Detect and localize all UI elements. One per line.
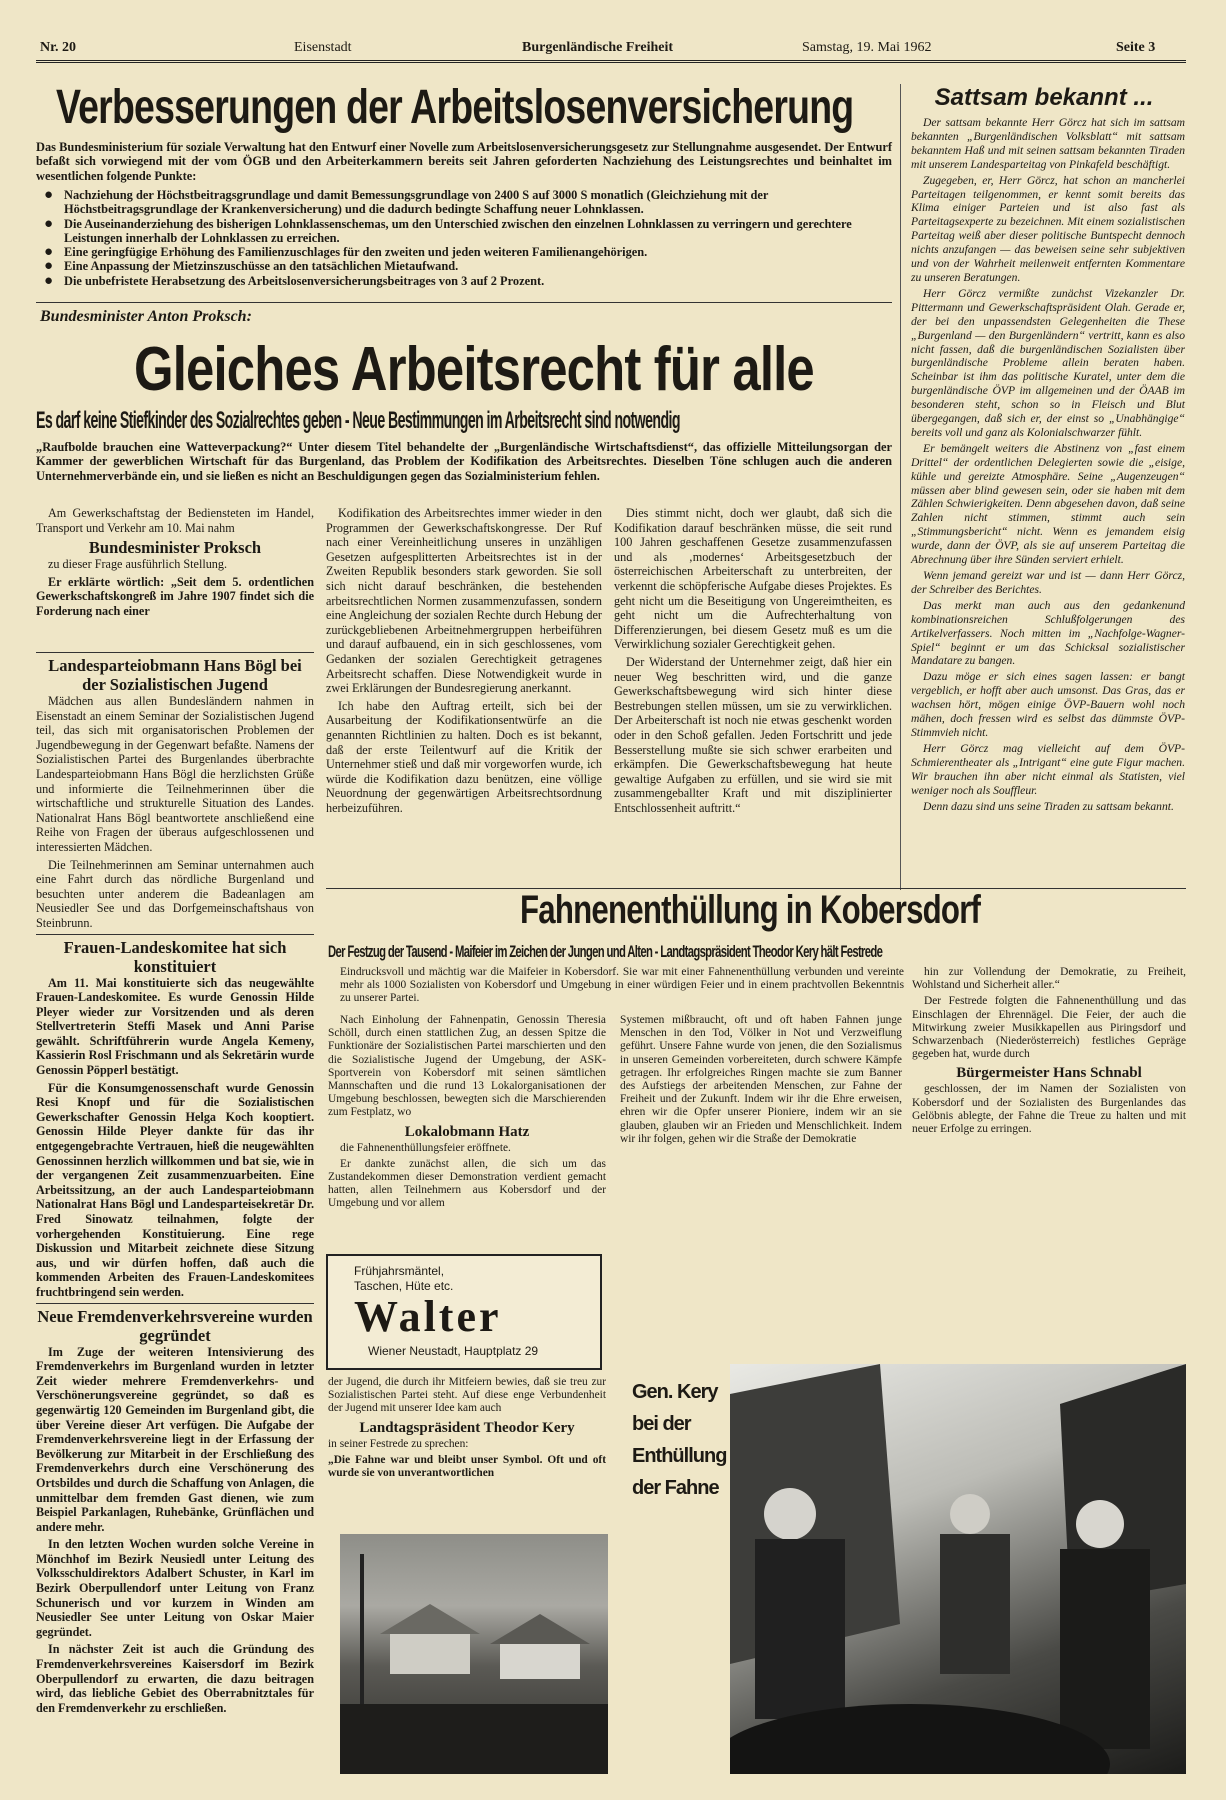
- ad-walter: [326, 1254, 602, 1370]
- article1-intro: Das Bundesministerium für soziale Verwaltung hat den Entwurf einer Novelle zum Arbeitslosenversicherungsgesetz zur Stellungnahme ausgesendet. Der Entwurf befaßt sich vorwiegend mit der vom ÖGB und den Arbeiterkammern bereits seit Jahren geforderten Nachziehung des Leistungsrechtes und beinhaltet im wesentlichen folgende Punkte:: [36, 140, 892, 183]
- subheading: Bürgermeister Hans Schnabl: [956, 1065, 1142, 1082]
- divider: [36, 302, 892, 303]
- paragraph: Kodifikation des Arbeitsrechtes immer wieder in den Programmen der Gewerkschaftskongresse. Der Ruf nach einer Vereinheitlichung unseres in unzähligen Gesetzen aufgesplitterten Arbeitsrechtes ist in der Zweiten Republik besonders stark geworden. Sie soll sich nicht darauf beschränken, die bestehenden arbeitsrechtlichen Normen zusammenzufassen, sondern eine Angleichung der sozialen Rechte durch Hebung der zurückgebliebenen Arbeitnehmergruppen herbeiführen und darauf aufbauend, ein in sich geschlossenes, vom Gedanken der sozialen Gerechtigkeit getragenes Arbeitsrecht schaffen. Diese Notwendigkeit wurde in zwei Erklärungen der Bundesregierung anerkannt.: [326, 506, 602, 696]
- paragraph: Der Festrede folgten die Fahnenenthüllung und das Einschlagen der Ehrennägel. Die Feier, der auch die Mitwirkung zweier Musikkapellen aus Piringsdorf und Schwarzenbach (Niederösterreich) festliches Gepräge gegeben hat, wurde durch: [912, 995, 1186, 1061]
- paragraph: Er erklärte wörtlich: „Seit dem 5. ordentlichen Gewerkschaftskongreß im Jahre 1907 findet sich die Forderung nach einer: [36, 574, 314, 618]
- article3-subheadline: Der Festzug der Tausend - Maifeier im Zeichen der Jungen und Alten - Landtagspräsident Theodor Kery hält Festrede: [328, 942, 883, 961]
- photo-village: [340, 1534, 608, 1774]
- sidebar-title: Sattsam bekannt ...: [934, 84, 1154, 111]
- paragraph: Zugegeben, er, Herr Görcz, hat schon an mancherlei Parteitagen teilgenommen, er kennt somit bereits das Klima einiger Parteien und ist also fast als Parteitagsexperte zu bezeichnen. Mit einem sozialistischen Parteitag weiß aber dieser politische Buntspecht dennoch nichts anzufangen — das beweisen seine sehr subjektiven und von der Wahrheit meilenweit entfernten Kommentare zu unseren Beratungen.: [911, 173, 1185, 284]
- article2-kicker: Bundesminister Anton Proksch:: [40, 308, 252, 325]
- paragraph: Dies stimmt nicht, doch wer glaubt, daß sich die Kodifikation darauf beschränken müsse, die seit rund 100 Jahren geschaffenen Gesetze zusammenzufassen und als ‚modernes‘ Arbeitsgesetzbuch der österreichischen Arbeiterschaft zu unterbreiten, der verkennt die schöpferische Aufgabe dieses Projektes. Es geht nicht um die Beseitigung von Ungereimtheiten, es geht nicht um die Aufrechterhaltung von Differenzierungen, bei diesem Gesetz muß es um die Verwirklichung sozialer Gerechtigkeit gehen.: [614, 506, 892, 652]
- ad-address: Wiener Neustadt, Hauptplatz 29: [368, 1344, 539, 1358]
- article2-subheadline: Es darf keine Stiefkinder des Sozialrechtes geben - Neue Bestimmungen im Arbeitsrecht sind notwendig: [36, 407, 680, 434]
- place: Eisenstadt: [294, 40, 352, 55]
- photo-flag-ceremony: [730, 1364, 1186, 1774]
- paragraph: Herr Görcz mag vielleicht auf dem ÖVP-Schmierentheater als „Intrigant“ eine gute Figur machen. Wir brauchen ihn aber nicht einmal als Statisten, viel weniger noch als Souffleur.: [911, 741, 1185, 797]
- subheading: Frauen-Landeskomitee hat sich konstituiert: [63, 937, 287, 976]
- paragraph: Das merkt man auch aus den gedankenund kombinationsreichen Schlußfolgerungen des Artikelverfassers. Noch mitten im „Nachfolge-Wagner-Spiel“ beginnt er um das Schicksal sozialistischer Mandatare zu bangen.: [911, 598, 1185, 668]
- paragraph: „Die Fahne war und bleibt unser Symbol. Oft und oft wurde sie von unverantwortlichen: [328, 1453, 606, 1480]
- article2-column-3: [614, 506, 892, 818]
- article3-lead: Eindrucksvoll und mächtig war die Maifeier in Kobersdorf. Sie war mit einer Fahnenenthüllung verbunden und vereinte mehr als 1000 Sozialisten von Kobersdorf und Umgebung in einer würdigen Feier und in einem prachtvollen Bekenntnis zu unserer Partei.: [340, 966, 904, 1004]
- point-4: ● Eine Anpassung der Mietzinszuschüsse an den tatsächlichen Mietaufwand.: [44, 259, 892, 273]
- paragraph: Nach Einholung der Fahnenpatin, Genossin Theresia Schöll, durch einen stattlichen Zug, an dessen Spitze die Funktionäre der Sozialistischen Partei marschierten und den die Sozialistische Jugend der Umgebung, der ASK-Sportverein von Kobersdorf mit seinen sämtlichen Mannschaften und die rund 13 Lokalorganisationen der Umgebung beschlossen, bewegten sich die Marschierenden zum Festplatz, wo: [328, 1014, 606, 1119]
- paragraph: der Jugend, die durch ihr Mitfeiern bewies, daß sie treu zur Sozialistischen Partei steht. Auf diese enge Verbundenheit der Jugend mit unserer Idee kam auch: [328, 1376, 606, 1415]
- issue-date: Samstag, 19. Mai 1962: [802, 40, 932, 55]
- subheading: Landtagspräsident Theodor Kery: [359, 1419, 575, 1436]
- article3-column-1: [328, 1014, 606, 1214]
- issue-number: Nr. 20: [40, 40, 77, 55]
- paragraph: In nächster Zeit ist auch die Gründung des Fremdenverkehrsvereines Kaisersdorf im Bezirk Oberpullendorf zu erwarten, die dazu beitragen wird, das liebliche Gebiet des Oberrabnitztales für den Fremdenverkehr zu erschließen.: [36, 1642, 314, 1715]
- paragraph: geschlossen, der im Namen der Sozialisten von Kobersdorf und der Sozialisten des Burgenlandes das Gelöbnis ablegte, der Fahne die Treue zu halten und mit neuer Erfolge zu erringen.: [912, 1083, 1186, 1136]
- left-column: [36, 656, 314, 1718]
- paragraph: Herr Görcz vermißte zunächst Vizekanzler Dr. Pittermann und Gewerkschaftspräsident Olah. Gerade er, der bei den unpassendsten Gelegenheiten die These „Burgenland — den Burgenländern“ vertritt, kann es also nicht fassen, daß die burgenländischen Sozialisten über burgenländische Probleme allein beraten haben. Scheinbar ist ihm das politische Kuratel, unter dem die burgenländische ÖVP im allgemeinen und der ÖAAB im besonderen steht, schon so in Fleisch und Blut übergegangen, daß sich er, der einst so „Unabhängige“ bereits voll und ganz als Kolonialschwarzer fühlt.: [911, 286, 1185, 439]
- page-number: Seite 3: [1116, 40, 1156, 55]
- point-3: ● Eine geringfügige Erhöhung des Familienzuschlages für den zweiten und jeden weiteren Familienangehörigen.: [44, 245, 892, 259]
- ad-brand: Walter: [354, 1292, 502, 1341]
- paragraph: Denn dazu sind uns seine Tiraden zu sattsam bekannt.: [923, 799, 1174, 813]
- subheading: Bundesminister Proksch: [88, 538, 262, 558]
- paragraph: Der Widerstand der Unternehmer zeigt, daß hier ein neuer Weg beschritten wird, und die ganze Gewerkschaftsbewegung wird sich hinter diese Bestrebungen stellen müssen, um sie zu verwirklichen. Der Arbeiterschaft ist noch nie etwas geschenkt worden oder in den Schoß gefallen. Jeden Fortschritt und jede Besserstellung mußte sie sich schwer erarbeiten und erkämpfen. Die Gewerkschaftsbewegung hat heute gewaltige Aufgaben zu erfüllen, und sie wird sie mit zusammengeballter Kraft und mit disziplinierter Entschlossenheit auftritt.“: [614, 654, 892, 815]
- paragraph: Wenn jemand gereizt war und ist — dann Herr Görcz, der Schreiber des Berichtes.: [911, 569, 1185, 596]
- paragraph: Am Gewerkschaftstag der Bediensteten im Handel, Transport und Verkehr am 10. Mai nahm: [36, 506, 314, 535]
- paragraph: Dazu möge er sich eines sagen lassen: er bangt vergeblich, er hofft aber auch umsonst. Das Gras, das er wachsen hört, mögen einige ÖVP-Bauern wohl noch mähen, doch fressen wird es selbst das dümmste ÖVP-Stimmvieh nicht.: [911, 670, 1185, 739]
- divider: [36, 652, 314, 653]
- paragraph: Ich habe den Auftrag erteilt, sich bei der Ausarbeitung der Kodifikationsentwürfe an die genannten Richtlinien zu halten. Doch es ist bekannt, daß der erste Teilentwurf auf die Kritik der Unternehmer stieß und daß mir vorgeworfen wurde, ich würde die Kodifikation dazu benützen, eine völlige Neuordnung der gegenwärtigen Arbeitsrechtsordnung herbeizuführen.: [326, 698, 602, 815]
- article2-lead: „Raufbolde brauchen eine Watteverpackung?“ Unter diesem Titel behandelte der „Burgenländische Wirtschaftsdienst“, das offizielle Mitteilungsorgan der Kammer der gewerblichen Wirtschaft für das Burgenland, das Problem der Kodifikation des Arbeitsrechtes. Dieselben Töne schlugen auch die anderen Unternehmerverbände ein, und sie ließen es nicht an Beschuldigungen gegen das Sozialministerium fehlen.: [36, 440, 892, 483]
- divider: [36, 1303, 314, 1304]
- photo-caption: Gen. Kery bei der Enthüllung der Fahne: [632, 1381, 727, 1499]
- paragraph: Für die Konsumgenossenschaft wurde Genossin Resi Knopf und für die Sozialistischen Gewerkschafter Genossin Helga Koch kooptiert. Genossin Hilde Pleyer dankte für das ihr entgegengebrachte Vertrauen, hieß die neugewählten Genossinnen herzlich willkommen und bat sie, wie in der vergangenen Zeit zusammenzuarbeiten. Eine Arbeitssitzung, an der auch Landesparteiobmann Nationalrat Hans Bögl und Landesparteisekretär Dr. Fred Sinowatz teilnahmen, folgte der vorhergehenden Konstituierung. Eine rege Diskussion und Mitarbeit zeichnete diese Sitzung aus, und wir dürfen hoffen, daß auch die kommenden Arbeiten des Frauen-Landeskomitees fruchtbringend sein werden.: [36, 1080, 314, 1299]
- article2-column-1: [36, 506, 314, 622]
- article1-points: [44, 188, 892, 288]
- ad-line-1: Frühjahrsmäntel,: [354, 1264, 445, 1278]
- paragraph: die Fahnenenthüllungsfeier eröffnete.: [340, 1141, 511, 1154]
- article3-headline: Fahnenenthüllung in Kobersdorf: [520, 888, 981, 932]
- ceremony-photo-graphic: [730, 1364, 1186, 1774]
- paragraph: Der sattsam bekannte Herr Görcz hat sich im sattsam bekannten „Burgenländischen Volksblatt“ mit sattsam bekanntem Haß und mit seinen sattsam bekannten Tiraden mit unserem Landesparteitag von Pinkafeld beschäftigt.: [911, 116, 1185, 171]
- village-photo-graphic: [340, 1534, 608, 1774]
- paragraph: Mädchen aus allen Bundesländern nahmen in Eisenstadt an einem Seminar der Sozialistischen Jugend teil, das sich mit organisatorischen Problemen der Jugendbewegung in der Gegenwart befaßte. Namens der Sozialistischen Partei des Burgenlandes überbrachte Landesparteiobmann Hans Bögl die herzlichsten Grüße und informierte die Teilnehmerinnen über die wirtschaftliche und strukturelle Situation des Landes. Nationalrat Hans Bögl beantwortete anschließend eine Reihe von Fragen der überaus aufgeschlossenen und interessierten Mädchen.: [36, 694, 314, 854]
- point-2: ● Die Auseinanderziehung des bisherigen Lohnklassenschemas, um den Unterschied zwischen den einzelnen Lohnklassen zu verringern und gerechtere Leistungen innerhalb der Lohnklassen zu erreichen.: [44, 217, 892, 246]
- point-5: ● Die unbefristete Herabsetzung des Arbeitslosenversicherungsbeitrages von 3 auf 2 Prozent.: [44, 274, 892, 288]
- article1-headline: Verbesserungen der Arbeitslosenversicherung: [56, 81, 854, 134]
- paragraph: In den letzten Wochen wurden solche Vereine in Mönchhof im Bezirk Neusiedl unter Leitung des Volksschuldirektors Adalbert Schuster, in Karl im Bezirk Oberpullendorf unter Leitung von Franz Schunerisch und vor kurzem in Winden am Neusiedler See unter Leitung von Oskar Maier gegründet.: [36, 1537, 314, 1639]
- divider: [36, 934, 314, 935]
- sidebar-body: [911, 116, 1185, 813]
- paragraph: Im Zuge der weiteren Intensivierung des Fremdenverkehrs im Burgenland wurden in letzter Zeit wieder mehrere Fremdenverkehrs- und Verschönerungsvereine gegründet, so daß es gegenwärtig 120 Gemeinden im Burgenland gibt, die über Vereine dieser Art verfügen. Die Aufgabe der Fremdenverkehrsvereine liegt in der Erfassung der Bevölkerung zur Mitarbeit in der Erschließung des Fremdenverkehrs durch eine Verschönerung des Ortsbildes und durch die Schaffung von Anlagen, die unmittelbar dem fremden Gast dienen, wie zum Beispiel Parkanlagen, Ruhebänke, Grünflächen und andere mehr.: [36, 1344, 314, 1534]
- subheading: Landesparteiobmann Hans Bögl bei der Sozialistischen Jugend: [48, 656, 302, 694]
- article2-column-2: [326, 506, 602, 818]
- ad-line-2: Taschen, Hüte etc.: [354, 1279, 454, 1293]
- paragraph: Die Teilnehmerinnen am Seminar unternahmen auch eine Fahrt durch das nördliche Burgenland und besuchten unter anderem die Badeanlagen am Neusiedler See und das Dorfgemeinschaftshaus von Steinbrunn.: [36, 857, 314, 930]
- paragraph: zu dieser Frage ausführlich Stellung.: [48, 557, 228, 572]
- paragraph: hin zur Vollendung der Demokratie, zu Freiheit, Wohlstand und Sicherheit aller.“: [912, 966, 1186, 992]
- paragraph: Er bemängelt weiters die Abstinenz von „fast einem Drittel“ der ordentlichen Delegierten sowie die „eisige, kühle und gereizte Atmosphäre. Seine „Augenzeugen“ müssen aber blind gewesen sein, oder sie haben mit dem Zählen Schwierigkeiten. Denn abgesehen davon, daß seine Zahlen nicht stimmen, stimmt auch sein „Stimmungsbericht“ nicht. Wenn es jemandem eisig wurde, dann der ÖVP, als sie auf unserem Parteitag die Abrechnung über ihre Sünden serviert erhielt.: [911, 441, 1185, 567]
- paragraph: Er dankte zunächst allen, die sich um das Zustandekommen dieser Demonstration verdient gemacht hatten, allen Teilnehmern aus Kobersdorf und der Umgebung und vor allem: [328, 1157, 606, 1210]
- paragraph: in seiner Festrede zu sprechen:: [328, 1437, 469, 1450]
- masthead-strip: [36, 38, 1186, 63]
- subheading: Neue Fremdenverkehrsvereine wurden gegründet: [37, 1306, 313, 1345]
- paragraph: Am 11. Mai konstituierte sich das neugewählte Frauen-Landeskomitee. Es wurde Genossin Hilde Pleyer wieder zur Vorsitzenden und als deren Stellvertreterin Steffi Masek und Anni Parise gewählt. Schriftführerin wurde Angela Kemeny, Kassierin Rosl Frischmann und als Sekretärin wurde Genossin Pöpperl bestätigt.: [36, 975, 314, 1078]
- sidebar: [900, 84, 1187, 890]
- article3-column-2: Systemen mißbraucht, oft und oft haben Fahnen junge Menschen in den Tod, Völker in Not und Verzweiflung geführt. Unsere Fahne wurde von jenen, die den Sozialismus in unseren Gemeinden vorbereiteten, durch schwere Kämpfe getragen. Ihr erfolgreiches Ringen machte sie zum Banner des Aufstiegs der arbeitenden Menschen, zur Fahne der Freiheit und der Zukunft. Indem wir ihr die Ehre erweisen, ehren wir die Opfer unserer Pioniere, indem wir an sie glauben, glauben wir an Frieden und Menschlichkeit. Indem wir ihr folgen, gehen wir die Straße der Demokratie: [620, 1014, 902, 1145]
- point-1: ● Nachziehung der Höchstbeitragsgrundlage und damit Bemessungsgrundlage von 2400 S auf 3000 S monatlich (Gleichziehung mit der Höchstbeitragsgrundlage der Krankenversicherung) und die dadurch bedingte Schaffung neuer Lohnklassen.: [44, 188, 892, 217]
- subheading: Lokalobmann Hatz: [404, 1123, 530, 1140]
- article2-headline: Gleiches Arbeitsrecht für alle: [134, 335, 814, 404]
- article3-continued: [328, 1376, 606, 1483]
- article3-column-3: [912, 966, 1186, 1139]
- paper-name: Burgenländische Freiheit: [522, 40, 674, 55]
